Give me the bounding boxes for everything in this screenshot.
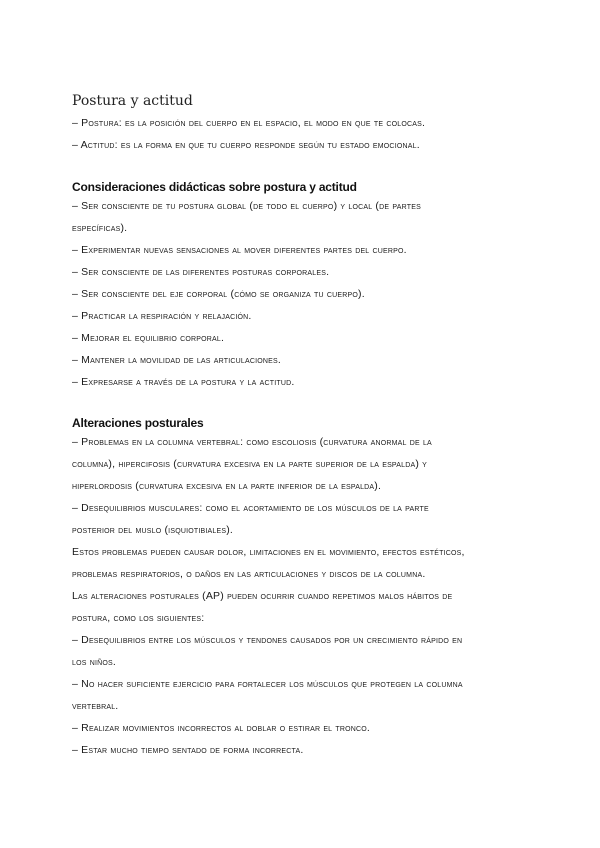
list-item: – Practicar la respiración y relajación. [72,310,252,322]
list-item: – Mantener la movilidad de las articulaciones. [72,354,282,366]
list-item: – Expresarse a través de la postura y la actitud. [72,376,295,388]
list-item: vertebral. [72,700,119,712]
list-item: posterior del muslo (isquiotibiales). [72,524,234,536]
list-item: – Desequilibrios entre los músculos y tendones causados por un crecimiento rápido en [72,634,463,646]
section-heading-consideraciones: Consideraciones didácticas sobre postura y actitud [72,180,357,194]
list-item: – Mejorar el equilibrio corporal. [72,332,225,344]
list-item: columna), hipercifosis (curvatura excesiva en la parte superior de la espalda) y [72,458,428,470]
paragraph-line: Estos problemas pueden causar dolor, limitaciones en el movimiento, efectos estéticos, [72,546,465,558]
list-item: – Ser consciente de tu postura global (de todo el cuerpo) y local (de partes [72,200,421,212]
paragraph-line: postura, como los siguientes: [72,612,205,624]
list-item: – Estar mucho tiempo sentado de forma incorrecta. [72,744,304,756]
list-item: – Ser consciente del eje corporal (cómo se organiza tu cuerpo). [72,288,365,300]
paragraph-line: Las alteraciones posturales (AP) pueden ocurrir cuando repetimos malos hábitos de [72,590,453,602]
list-item: – Desequilibrios musculares: como el acortamiento de los músculos de la parte [72,502,429,514]
paragraph-line: problemas respiratorios, o daños en las articulaciones y discos de la columna. [72,568,426,580]
list-item: hiperlordosis (curvatura excesiva en la parte inferior de la espalda). [72,480,382,492]
list-item: – Problemas en la columna vertebral: como escoliosis (curvatura anormal de la [72,436,432,448]
list-item: – Ser consciente de las diferentes posturas corporales. [72,266,330,278]
list-item: – Realizar movimientos incorrectos al doblar o estirar el tronco. [72,722,371,734]
intro-line: – Actitud: es la forma en que tu cuerpo responde según tu estado emocional. [72,139,420,151]
list-item: los niños. [72,656,117,668]
section-heading-alteraciones: Alteraciones posturales [72,416,204,430]
intro-line: – Postura: es la posición del cuerpo en el espacio, el modo en que te colocas. [72,117,426,129]
list-item: específicas). [72,222,128,234]
page-title: Postura y actitud [72,93,193,109]
list-item: – No hacer suficiente ejercicio para fortalecer los músculos que protegen la columna [72,678,463,690]
list-item: – Experimentar nuevas sensaciones al mover diferentes partes del cuerpo. [72,244,407,256]
